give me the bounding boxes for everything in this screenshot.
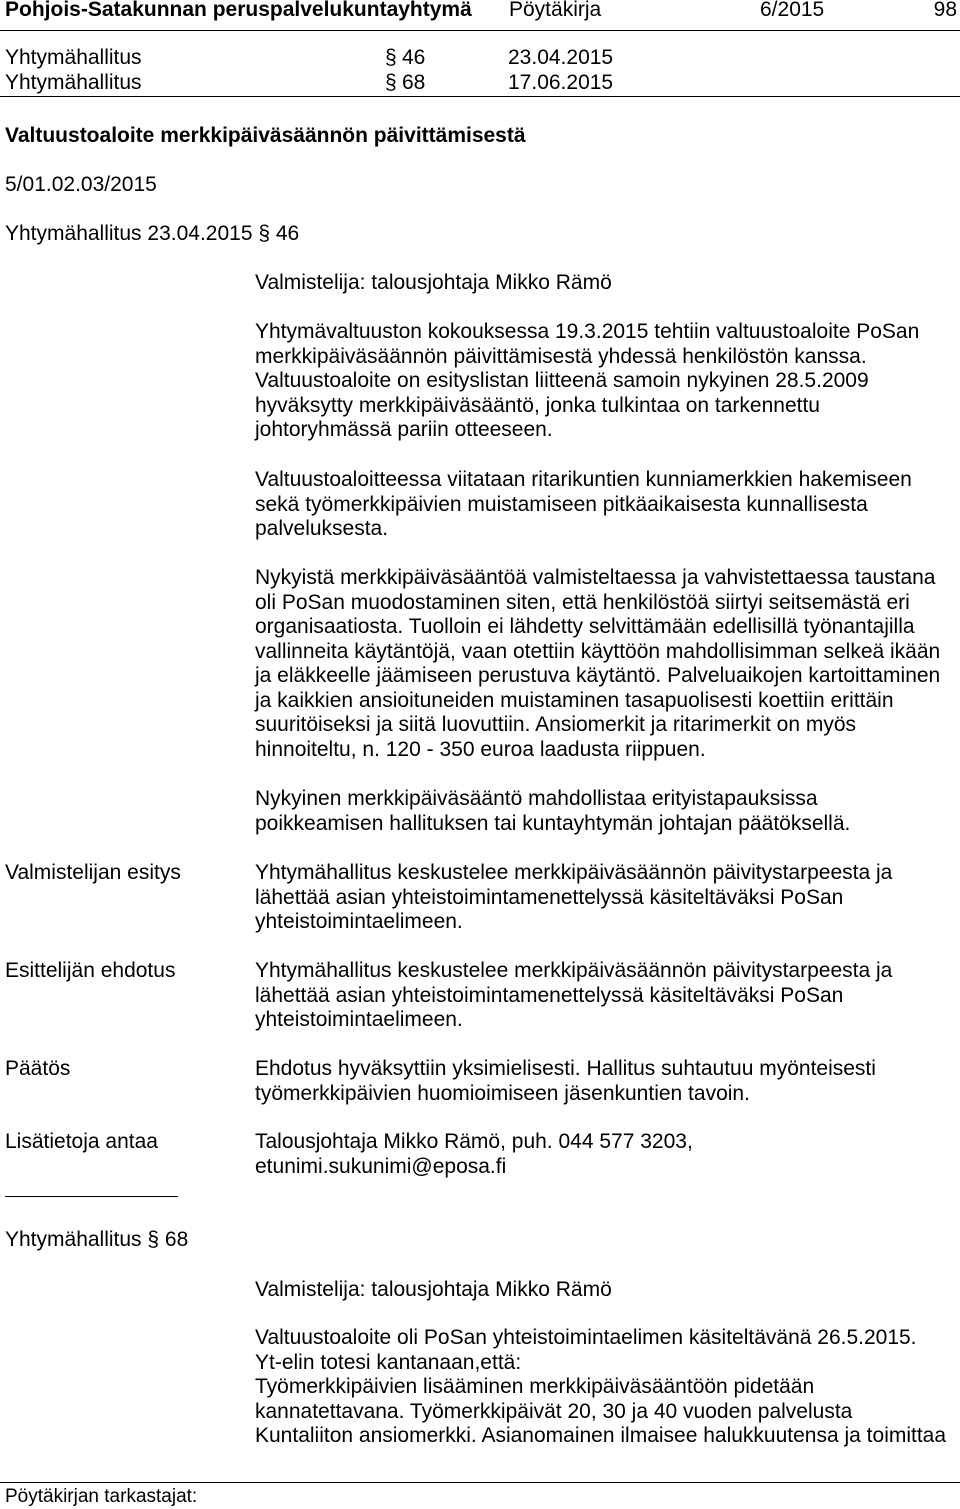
paragraph-line: Työmerkkipäivien lisääminen merkkipäiväsääntöön pidetään: [255, 1375, 815, 1398]
meeting-heading: Yhtymähallitus § 68: [5, 1228, 189, 1251]
paragraph-line: palveluksesta.: [255, 517, 389, 540]
section-sign: §: [385, 71, 397, 94]
paragraph-line: hyväksytty merkkipäiväsääntö, jonka tulkintaa on tarkennettu: [255, 393, 820, 417]
meeting-date: 23.04.2015: [508, 46, 614, 69]
paragraph-line: Yhtymävaltuuston kokouksessa 19.3.2015 tehtiin valtuustoaloite PoSan: [255, 320, 920, 343]
paragraph-line: Valtuustoaloitteessa viitataan ritarikuntien kunniamerkkien hakemiseen: [255, 468, 912, 491]
paragraph-line: merkkipäiväsäännön päivittämisestä yhdessä henkilöstön kanssa.: [255, 344, 867, 368]
meeting-heading: Yhtymähallitus 23.04.2015 § 46: [5, 222, 300, 245]
row-text-line: Ehdotus hyväksyttiin yksimielisesti. Hallitus suhtautuu myönteisesti: [255, 1057, 876, 1080]
meeting-date: 17.06.2015: [508, 71, 614, 94]
paragraph-line: oli PoSan muodostaminen siten, että henkilöstöä siirtyi seitsemästä eri: [255, 590, 910, 614]
paragraph-line: Yt-elin totesi kantanaan,että:: [255, 1350, 522, 1374]
row-label: Lisätietoja antaa: [5, 1130, 158, 1153]
row-label: Esittelijän ehdotus: [5, 959, 176, 982]
paragraph-line: sekä työmerkkipäivien muistamiseen pitkäaikaisesta kunnallisesta: [255, 492, 868, 516]
footer-rule: [0, 1482, 960, 1483]
row-text-line: yhteistoimintaelimeen.: [255, 1008, 463, 1031]
row-text-line: lähettää asian yhteistoimintamenettelyssä käsiteltäväksi PoSan: [255, 983, 844, 1007]
row-text: [255, 1057, 876, 1106]
contact-email: etunimi.sukunimi@eposa.fi: [255, 1154, 507, 1178]
row-text-line: työmerkkipäivien huomioimiseen jäsenkuntien tavoin.: [255, 1081, 750, 1105]
paragraph-line: organisaatiosta. Tuolloin ei lähdetty selvittämään edellisillä työnantajilla: [255, 615, 915, 638]
row-text-line: yhteistoimintaelimeen.: [255, 910, 463, 933]
header-rule: [0, 30, 960, 31]
record-number: 5/01.02.03/2015: [5, 173, 157, 196]
paragraph-line: ja eläkkeelle jäämiseen perustuva käytäntö. Palveluaikojen kartoittaminen: [255, 664, 941, 687]
item-title: Valtuustoaloite merkkipäiväsäännön päivittämisestä: [5, 124, 526, 147]
section-number: 46: [402, 46, 426, 69]
organization-name: Pohjois-Satakunnan peruspalvelukuntayhtymä: [5, 0, 472, 21]
section-number: 68: [402, 71, 426, 94]
paragraph: [255, 787, 850, 836]
paragraph-line: Valtuustoaloite oli PoSan yhteistoimintaelimen käsiteltävänä 26.5.2015.: [255, 1326, 917, 1349]
row-label: Päätös: [5, 1057, 71, 1080]
row-text-line: Yhtymähallitus keskustelee merkkipäiväsäännön päivitystarpeesta ja: [255, 959, 893, 982]
paragraph-line: hinnoiteltu, n. 120 - 350 euroa laadusta riippuen.: [255, 737, 706, 761]
paragraph-line: Valtuustoaloite on esityslistan liitteenä samoin nykyinen 28.5.2009: [255, 369, 869, 392]
paragraph-line: johtoryhmässä pariin otteeseen.: [255, 418, 553, 441]
paragraph: [255, 468, 912, 542]
row-text-line: lähettää asian yhteistoimintamenettelyssä käsiteltäväksi PoSan: [255, 885, 844, 909]
preparer-line: Valmistelija: talousjohtaja Mikko Rämö: [255, 1278, 612, 1301]
paragraph-line: ja kaikkien ansioituneiden muistaminen tasapuolisesti koettiin erittäin: [255, 688, 894, 712]
preparer-line: Valmistelija: talousjohtaja Mikko Rämö: [255, 271, 612, 294]
issue-number: 6/2015: [760, 0, 825, 21]
document-type: Pöytäkirja: [509, 0, 602, 21]
paragraph-line: Nykyistä merkkipäiväsääntöä valmisteltaessa ja vahvistettaessa taustana: [255, 566, 936, 589]
paragraph: [255, 1326, 946, 1449]
section-sign: §: [385, 46, 397, 69]
paragraph-line: kannatettavana. Työmerkkipäivät 20, 30 ja 40 vuoden palvelusta: [255, 1399, 853, 1423]
row-text: [255, 1130, 693, 1179]
paragraph-line: Nykyinen merkkipäiväsääntö mahdollistaa erityistapauksissa: [255, 787, 818, 810]
paragraph-line: Kuntaliiton ansiomerkki. Asianomainen ilmaisee halukkuutensa ja toimittaa: [255, 1424, 947, 1447]
row-text: [255, 959, 892, 1033]
section-separator: [5, 1196, 178, 1197]
row-label: Valmistelijan esitys: [5, 861, 181, 884]
paragraph-line: vallinneita käytäntöjä, vaan otettiin käyttöön mahdollisimman selkeä ikään: [255, 639, 941, 663]
page-number: 98: [933, 0, 957, 21]
row-text: [255, 861, 892, 935]
paragraph-line: suuritöiseksi ja siitä luovuttiin. Ansiomerkit ja ritarimerkit on myös: [255, 713, 857, 736]
signatories-label: Pöytäkirjan tarkastajat:: [5, 1486, 198, 1507]
paragraph: [255, 320, 919, 443]
reference-body: Yhtymähallitus: [5, 71, 142, 94]
paragraph-line: poikkeamisen hallituksen tai kuntayhtymän johtajan päätöksellä.: [255, 811, 851, 835]
reference-body: Yhtymähallitus: [5, 46, 142, 69]
paragraph: [255, 566, 940, 762]
contact-line: Talousjohtaja Mikko Rämö, puh. 044 577 3203,: [255, 1130, 693, 1153]
row-text-line: Yhtymähallitus keskustelee merkkipäiväsäännön päivitystarpeesta ja: [255, 861, 893, 884]
references-rule: [0, 96, 960, 97]
